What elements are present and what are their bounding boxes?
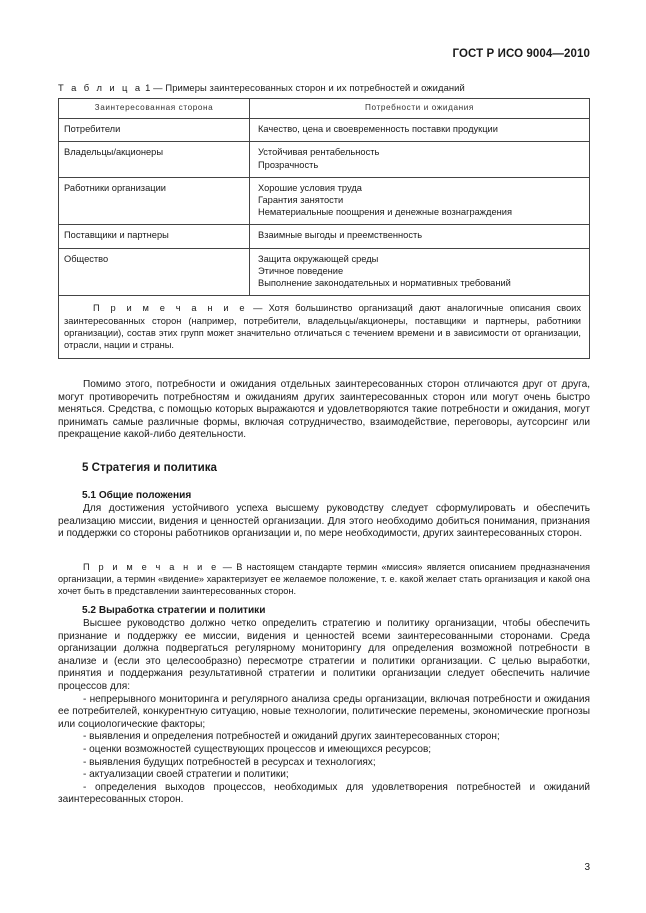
column-header-party: Заинтересованная сторона bbox=[59, 99, 250, 119]
section-5-title: 5 Стратегия и политика bbox=[82, 461, 218, 474]
table-row bbox=[59, 225, 590, 248]
table-header-row bbox=[59, 99, 590, 119]
table-caption-label: Т а б л и ц а bbox=[58, 82, 143, 93]
list-item: - оценки возможностей существующих процессов и имеющихся ресурсов; bbox=[83, 743, 432, 755]
need-item: Взаимные выгоды и преемственность bbox=[258, 230, 423, 241]
need-item: Прозрачность bbox=[258, 159, 319, 170]
need-item: Устойчивая рентабельность bbox=[258, 147, 380, 158]
list-item: - выявления и определения потребностей и ожиданий других заинтересованных сторон; bbox=[83, 731, 500, 743]
column-header-needs: Потребности и ожидания bbox=[250, 99, 590, 119]
section-5-1-note-label: П р и м е ч а н и е bbox=[83, 562, 219, 572]
list-item: - актуализации своей стратегии и политики; bbox=[83, 769, 289, 781]
paragraph-text: Помимо этого, потребности и ожидания отдельных заинтересованных сторон отличаются друг от друга, могут противоречить потребностям и ожиданиям других заинтересованных сторон или могут очень быстро меняться. Средства, с помощью которых выражаются и удовлетворяются такие потребности и ожидания, могут принимать самые различные формы, включая сотрудничество, взаимодействие, переговоры, аутсорсинг или прекращение какой-либо деятельности. bbox=[58, 379, 590, 441]
list-item: - непрерывного мониторинга и регулярного анализа среды организации, включая потребности и ожидания ее потребителей, конкурентную ситуацию, новые технологии, политические перемены, экономические прогнозы или социологические факторы; bbox=[58, 693, 590, 730]
need-item: Качество, цена и своевременность поставки продукции bbox=[258, 124, 498, 135]
table-caption bbox=[58, 82, 465, 93]
needs-cell bbox=[250, 142, 590, 177]
needs-cell bbox=[250, 225, 590, 248]
stakeholders-table bbox=[58, 98, 590, 359]
section-5-2-title: 5.2 Выработка стратегии и политики bbox=[82, 605, 266, 616]
table-row bbox=[59, 119, 590, 142]
need-item: Защита окружающей среды bbox=[258, 253, 379, 264]
page-number: 3 bbox=[584, 862, 590, 873]
needs-cell bbox=[250, 248, 590, 296]
needs-cell bbox=[250, 177, 590, 225]
need-item: Хорошие условия труда bbox=[258, 182, 362, 193]
section-5-1-note bbox=[58, 561, 590, 598]
section-5-2-body bbox=[58, 618, 590, 807]
table-note bbox=[59, 296, 590, 359]
table-row bbox=[59, 177, 590, 225]
section-5-1-text: Для достижения устойчивого успеха высшему руководству следует сформулировать и обеспечить реализацию миссии, видения и ценностей организации. Для этого необходимо добиться понимания, признания и поддержки со стороны работников организации и, по мере необходимости, других заинтересованных сторон. bbox=[58, 503, 590, 540]
need-item: Выполнение законодательных и нормативных требований bbox=[258, 278, 511, 289]
table-row bbox=[59, 142, 590, 177]
table-row bbox=[59, 248, 590, 296]
list-item: - выявления будущих потребностей в ресурсах и технологиях; bbox=[83, 756, 376, 768]
party-cell: Владельцы/акционеры bbox=[59, 142, 250, 177]
party-cell: Работники организации bbox=[59, 177, 250, 225]
need-item: Гарантия занятости bbox=[258, 195, 344, 206]
section-5-1-note-text: — В настоящем стандарте термин «миссия» является описанием предназначения организации, а термин «видение» характеризует ее желаемое положение, т. е. какой желает стать организация и какой она хочет быть в представлении заинтересованных сторон. bbox=[58, 562, 590, 597]
section-5-1-title: 5.1 Общие положения bbox=[82, 490, 192, 501]
party-cell: Общество bbox=[59, 248, 250, 296]
need-item: Нематериальные поощрения и денежные вознаграждения bbox=[258, 207, 512, 218]
party-cell: Поставщики и партнеры bbox=[59, 225, 250, 248]
table-caption-text: 1 — Примеры заинтересованных сторон и их потребностей и ожиданий bbox=[145, 82, 465, 93]
list-item: - определения выходов процессов, необходимых для удовлетворения потребностей и ожиданий заинтересованных сторон. bbox=[58, 781, 590, 806]
table-note-text: — Хотя большинство организаций дают аналогичные описания своих заинтересованных сторон (например, потребители, владельцы/акционеры, поставщики и партнеры, работники организации), состав этих групп может значительно отличаться с течением времени и в зависимости от организации, отрасли, нации и страны. bbox=[64, 303, 581, 351]
section-5-2-text: Высшее руководство должно четко определить стратегию и политику организации, чтобы обеспечить признание и поддержку ее миссии, видения и ценностей всеми заинтересованными сторонами. Среда организации должна подвергаться регулярному мониторингу для определения возможной потребности в анализе и (если это целесообразно) пересмотре стратегии и политики организации. С целью выработки, принятия и поддержания результативной стратегии и политики организации следует обеспечить наличие процессов для: bbox=[58, 618, 590, 692]
table-note-row bbox=[59, 296, 590, 359]
party-cell: Потребители bbox=[59, 119, 250, 142]
need-item: Этичное поведение bbox=[258, 265, 344, 276]
table-note-label: П р и м е ч а н и е bbox=[93, 303, 247, 314]
needs-cell bbox=[250, 119, 590, 142]
standard-header: ГОСТ Р ИСО 9004—2010 bbox=[452, 48, 590, 60]
paragraph-intro bbox=[58, 379, 590, 442]
section-5-1-body bbox=[58, 503, 590, 541]
